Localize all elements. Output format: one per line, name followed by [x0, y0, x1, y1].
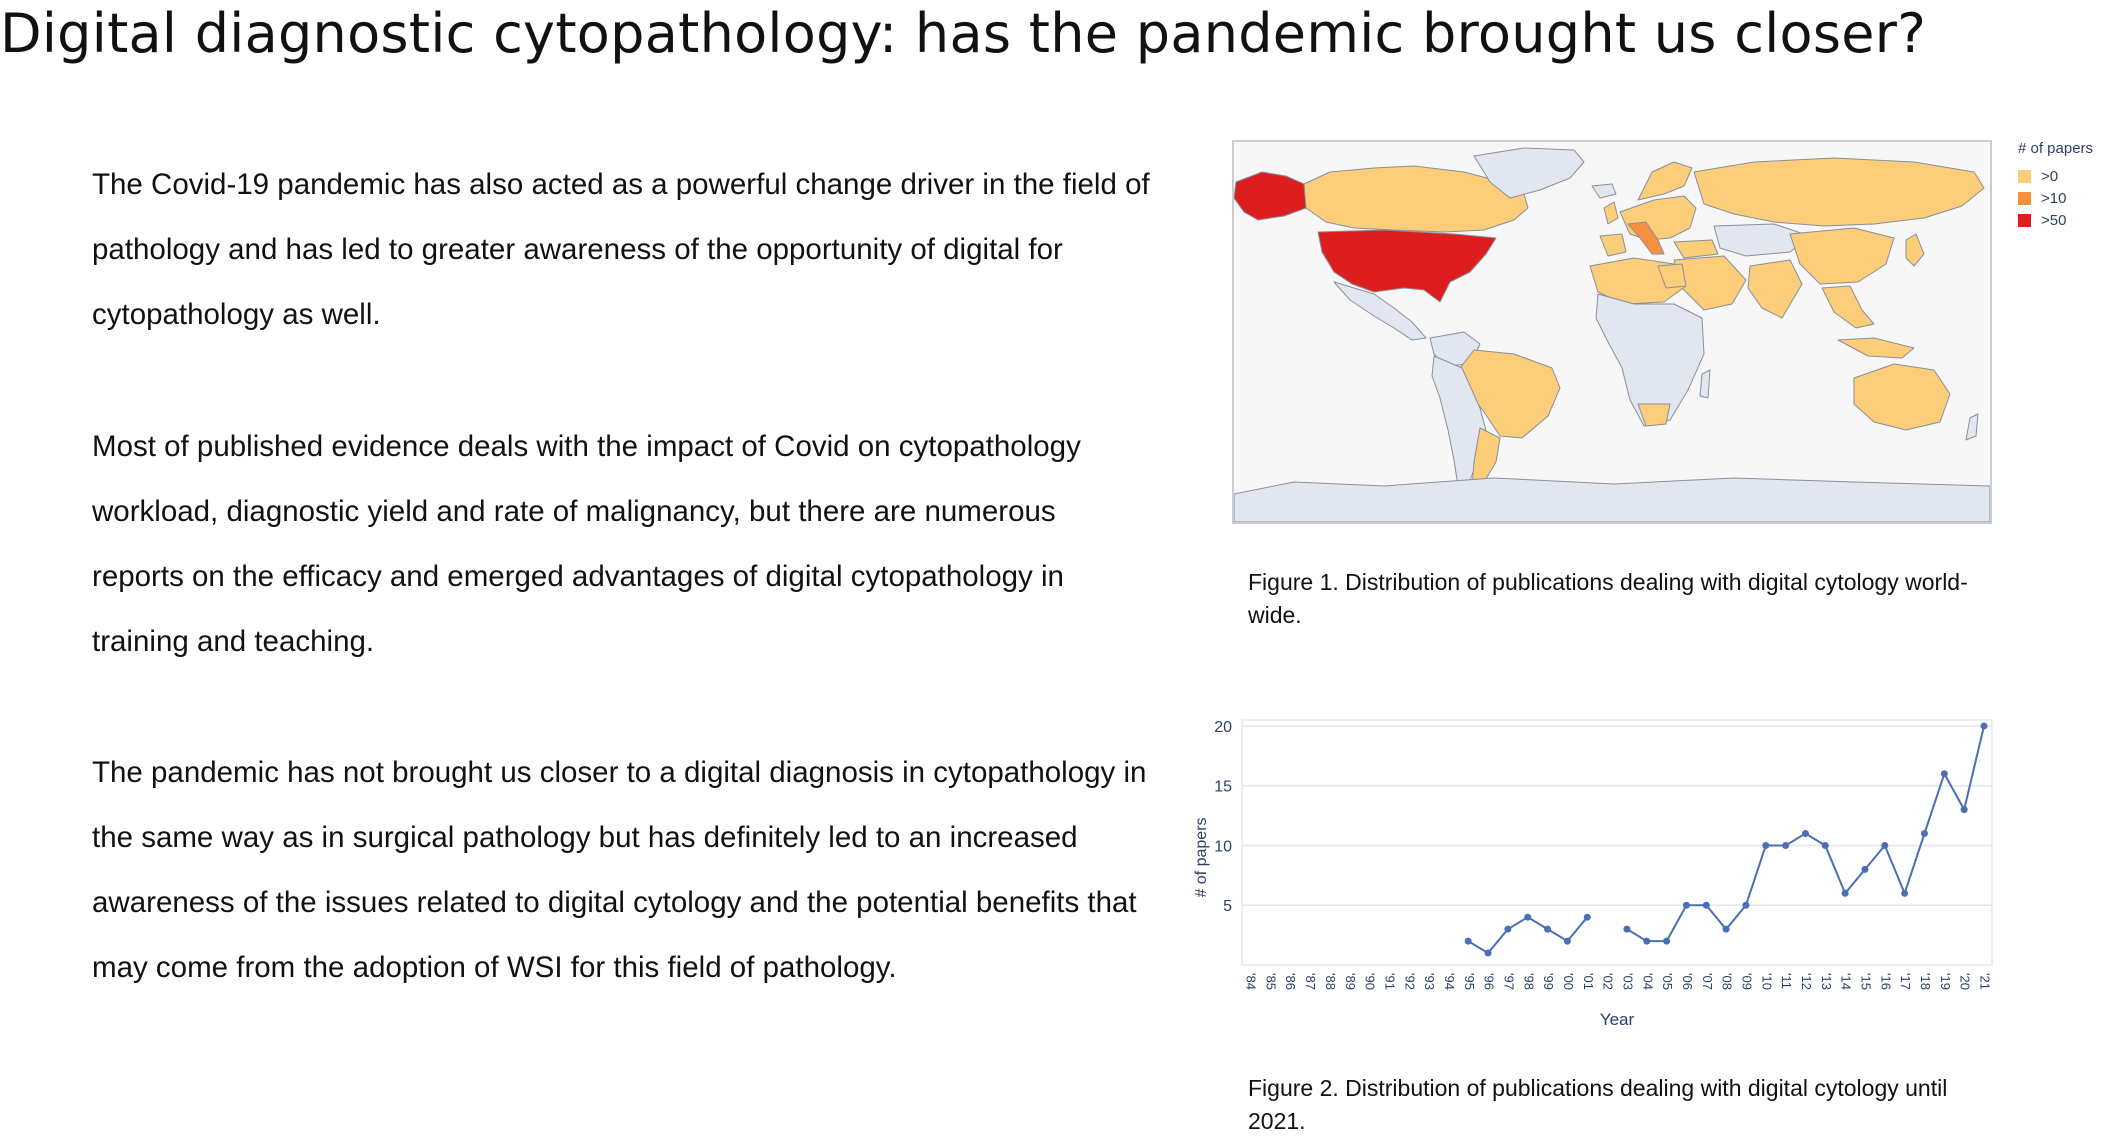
country-europe [1620, 196, 1696, 240]
x-tick-label: '10 [1759, 973, 1775, 990]
x-tick-label: '92 [1402, 973, 1418, 990]
data-point [1822, 842, 1829, 849]
x-tick-label: '94 [1441, 973, 1457, 990]
country-china [1790, 228, 1894, 284]
country-scandinavia [1638, 162, 1692, 200]
data-point [1524, 914, 1531, 921]
data-point [1782, 842, 1789, 849]
x-tick-label: '15 [1858, 973, 1874, 990]
x-tick-label: '18 [1918, 973, 1934, 990]
x-tick-label: '85 [1263, 973, 1279, 990]
data-point [1842, 890, 1849, 897]
country-turkey [1674, 240, 1718, 258]
data-point [1723, 926, 1730, 933]
world-map [1234, 142, 1990, 522]
x-tick-label: '13 [1818, 973, 1834, 990]
x-axis-label: Year [1599, 1010, 1635, 1029]
country-alaska [1234, 172, 1306, 220]
country-russia [1694, 158, 1984, 226]
x-tick-label: '89 [1342, 973, 1358, 990]
slide-title: Digital diagnostic cytopathology: has the pandemic brought us closer? [0, 2, 1927, 65]
x-tick-label: '05 [1660, 973, 1676, 990]
legend-swatch [2018, 192, 2031, 205]
country-antarctica [1234, 478, 1990, 522]
data-point [1961, 806, 1968, 813]
data-point [1504, 926, 1511, 933]
country-spain [1600, 234, 1626, 256]
country-new-zealand [1966, 414, 1978, 440]
x-tick-label: '21 [1977, 973, 1993, 990]
country-japan [1906, 234, 1924, 266]
data-point [1981, 722, 1988, 729]
x-tick-label: '03 [1620, 973, 1636, 990]
x-tick-label: '09 [1739, 973, 1755, 990]
country-australia [1854, 364, 1950, 430]
x-tick-label: '01 [1580, 973, 1596, 990]
legend-item [2018, 209, 2128, 231]
data-point [1485, 950, 1492, 957]
data-point [1584, 914, 1591, 921]
data-point [1643, 938, 1650, 945]
x-tick-label: '19 [1937, 973, 1953, 990]
x-tick-label: '99 [1541, 973, 1557, 990]
x-tick-label: '98 [1521, 973, 1537, 990]
y-tick-label: 10 [1214, 838, 1232, 856]
x-tick-label: '86 [1283, 973, 1299, 990]
data-point [1564, 938, 1571, 945]
data-point [1623, 926, 1630, 933]
legend-title: # of papers [2018, 140, 2094, 157]
data-point [1861, 866, 1868, 873]
data-point [1465, 938, 1472, 945]
x-tick-label: '87 [1303, 973, 1319, 990]
x-tick-label: '04 [1640, 973, 1656, 990]
country-iceland [1592, 184, 1616, 198]
data-point [1881, 842, 1888, 849]
x-tick-label: '17 [1898, 973, 1914, 990]
country-india [1748, 260, 1802, 318]
map-countries [1234, 148, 1990, 522]
y-tick-label: 5 [1223, 898, 1232, 916]
legend-swatch [2018, 214, 2031, 227]
x-tick-label: '84 [1243, 973, 1259, 990]
x-tick-label: '06 [1679, 973, 1695, 990]
legend-swatch [2018, 170, 2031, 183]
country-uk [1604, 202, 1618, 224]
x-tick-label: '08 [1719, 973, 1735, 990]
data-point [1544, 926, 1551, 933]
country-madagascar [1700, 370, 1710, 398]
country-indonesia [1838, 338, 1914, 358]
publications-line-chart [1190, 700, 2010, 1050]
legend-label: >10 [2041, 189, 2067, 207]
x-tick-label: '95 [1461, 973, 1477, 990]
x-tick-label: '93 [1422, 973, 1438, 990]
data-point [1762, 842, 1769, 849]
data-point [1663, 938, 1670, 945]
x-tick-label: '91 [1382, 973, 1398, 990]
data-point [1703, 902, 1710, 909]
data-point [1742, 902, 1749, 909]
x-tick-label: '14 [1838, 973, 1854, 990]
x-tick-label: '11 [1779, 973, 1795, 989]
figure-2-caption: Figure 2. Distribution of publications dealing with digital cytology until 2021. [1248, 1075, 1948, 1134]
figure-1-caption: Figure 1. Distribution of publications dealing with digital cytology world-wide. [1248, 569, 1968, 628]
legend-item [2018, 187, 2128, 209]
x-tick-label: '16 [1878, 973, 1894, 990]
paragraph-published-evidence: Most of published evidence deals with the impact of Covid on cytopathology workload, diagnostic yield and rate of malignancy, but there are numerous reports on the efficacy and emerged advantages of digital cytopathology in training and teaching. [92, 430, 1081, 658]
x-tick-label: '02 [1600, 973, 1616, 990]
paragraph-conclusion: The pandemic has not brought us closer to a digital diagnosis in cytopathology in the same way as in surgical pathology but has definitely led to an increased awareness of the issues related to digital cytology and the potential benefits that may come from the adoption of WSI for this field of pathology. [92, 756, 1147, 984]
map-legend [2018, 140, 2128, 231]
y-tick-labels [1214, 719, 1232, 915]
data-point [1941, 770, 1948, 777]
x-tick-label: '12 [1799, 973, 1815, 990]
x-tick-label: '88 [1322, 973, 1338, 990]
y-tick-label: 20 [1214, 718, 1232, 736]
country-southeast-asia [1822, 286, 1874, 328]
y-tick-label: 15 [1214, 778, 1232, 796]
x-tick-label: '07 [1699, 973, 1715, 990]
data-point [1901, 890, 1908, 897]
x-tick-label: '00 [1560, 973, 1576, 990]
plot-background [1242, 720, 1992, 965]
legend-label: >0 [2041, 167, 2059, 185]
x-tick-label: '20 [1957, 973, 1973, 990]
data-point [1683, 902, 1690, 909]
legend-label: >50 [2041, 211, 2067, 229]
world-map-figure [1232, 140, 1992, 524]
y-axis-label: # of papers [1193, 817, 1210, 898]
data-point [1921, 830, 1928, 837]
paragraph-covid-change-driver: The Covid-19 pandemic has also acted as a powerful change driver in the field of pathology and has led to greater awareness of the opportunity of digital for cytopathology as well. [92, 168, 1150, 331]
x-tick-label: '90 [1362, 973, 1378, 990]
legend-item [2018, 165, 2128, 187]
x-tick-label: '96 [1481, 973, 1497, 990]
x-tick-label: '97 [1501, 973, 1517, 990]
x-tick-labels [1244, 973, 1993, 990]
data-point [1802, 830, 1809, 837]
